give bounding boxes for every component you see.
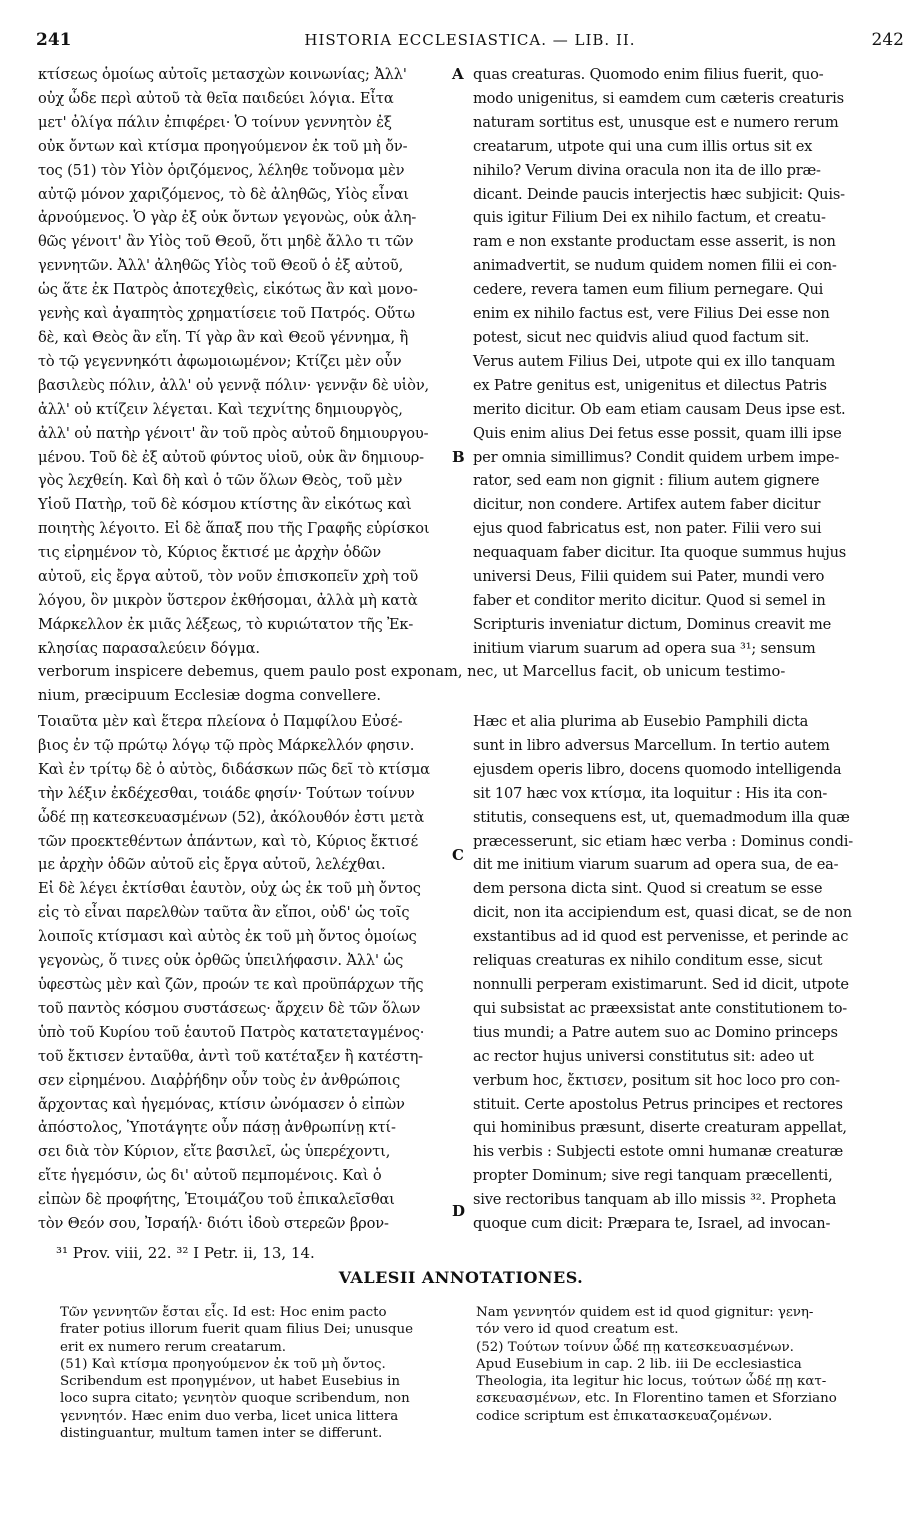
footnotes: ³¹ Prov. viii, 22. ³² I Petr. ii, 13, 14. xyxy=(56,1244,315,1262)
text-line: οὐχ ὧδε περὶ αὐτοῦ τὰ θεῖα παιδεύει λόγια. Εἶτα xyxy=(38,89,394,107)
text-line: ἄρχοντας καὶ ἡγεμόνας, κτίσιν ὠνόμασεν ὁ εἰπὼν xyxy=(38,1095,405,1113)
text-line: qui subsistat ac præexsistat ante constitutionem to- xyxy=(473,999,848,1017)
text-line: tius mundi; a Patre autem suo ac Domino princeps xyxy=(473,1023,838,1041)
text-line: dit me initium viarum suarum ad opera sua, de ea- xyxy=(473,856,839,874)
text-line: αὐτοῦ, εἰς ἔργα αὐτοῦ, τὸν νοῦν ἐπισκοπεῖν χρὴ τοῦ xyxy=(38,568,419,586)
text-line: faber et conditor merito dicitur. Quod si semel in xyxy=(473,591,826,609)
text-line: γεννητόν. Hæc enim duo verba, licet unica littera xyxy=(60,1408,399,1424)
text-line: modo unigenitus, si eamdem cum cæteris creaturis xyxy=(473,89,844,107)
text-line: enim ex nihilo factus est, vere Filius Dei esse non xyxy=(473,305,830,323)
text-line: Scripturis inveniatur dictum, Dominus creavit me xyxy=(473,615,832,633)
latin-column-bottom xyxy=(473,710,853,1236)
text-line: dem persona dicta sint. Quod si creatum se esse xyxy=(473,880,823,898)
text-line: λόγου, ὃν μικρὸν ὕστερον ἐκθήσομαι, ἀλλὰ μὴ κατὰ xyxy=(38,591,418,609)
text-line: Τοιαῦτα μὲν καὶ ἕτερα πλείονα ὁ Παμφίλου Εὐσέ- xyxy=(38,713,403,730)
text-line: μένου. Τοῦ δὲ ἐξ αὐτοῦ φύντος υἱοῦ, οὐκ ἂν δημιουρ- xyxy=(38,448,424,466)
text-line: Τῶν γεννητῶν ἔσται εἷς. Id est: Hoc enim pacto xyxy=(60,1305,387,1320)
margin-marker-b: B xyxy=(452,448,465,466)
text-line: creatarum, utpote qui una cum illis ortus sit ex xyxy=(473,137,813,155)
text-line: μετ' ὀλίγα πάλιν ἐπιφέρει· Ὁ τοίνυν γεννητὸν ἐξ xyxy=(38,113,392,131)
text-line: Εἰ δὲ λέγει ἐκτίσθαι ἑαυτὸν, οὐχ ὡς ἐκ τοῦ μὴ ὄντος xyxy=(38,880,421,898)
text-line: εἰπὼν δὲ προφήτης, Ἑτοιμάζου τοῦ ἐπικαλεῖσθαι xyxy=(38,1191,395,1209)
text-line: εἴτε ἡγεμόσιν, ὡς δι' αὐτοῦ πεμπομένοις. Καὶ ὁ xyxy=(38,1167,382,1185)
annotations-left-column xyxy=(60,1304,413,1442)
text-line: exstantibus ad id quod est pervenisse, et perinde ac xyxy=(473,928,849,946)
text-line: Υἱοῦ Πατὴρ, τοῦ δὲ κόσμου κτίστης ἂν εἰκότως καὶ xyxy=(38,496,412,514)
text-line: λοιποῖς κτίσμασι καὶ αὐτὸς ἐκ τοῦ μὴ ὄντος ὁμοίως xyxy=(38,928,417,946)
text-line: ex Patre genitus est, unigenitus et dilectus Patris xyxy=(473,376,827,394)
left-page-number: 241 xyxy=(36,30,72,50)
text-line: stitutis, consequens est, ut, quemadmodum illa quæ xyxy=(473,808,850,826)
text-line: γὸς λεχθείη. Καὶ δὴ καὶ ὁ τῶν ὅλων Θεὸς, τοῦ μὲν xyxy=(38,472,403,490)
text-line: sive rectoribus tanquam ab illo missis ³². Propheta xyxy=(473,1191,837,1209)
text-line: με ἀρχὴν ὁδῶν αὐτοῦ εἰς ἔργα αὐτοῦ, λελέχθαι. xyxy=(38,856,386,874)
text-line: εσκευασμένων, etc. In Florentino tamen et Sforziano xyxy=(476,1391,837,1407)
text-line: σει διὰ τὸν Κύριον, εἴτε βασιλεῖ, ὡς ὑπερέχοντι, xyxy=(38,1143,391,1161)
text-line: σεν εἰρημένου. Διαῤῥήδην οὖν τοὺς ἐν ἀνθρώποις xyxy=(38,1071,400,1089)
text-line: quoque cum dicit: Præpara te, Israel, ad invocan- xyxy=(473,1215,831,1233)
text-line: propter Dominum; sive regi tanquam præcellenti, xyxy=(473,1167,833,1185)
text-line: ποιητὴς λέγοιτο. Εἰ δὲ ἅπαξ που τῆς Γραφῆς εὑρίσκοι xyxy=(38,520,430,538)
text-line: per omnia simillimus? Condit quidem urbem impe- xyxy=(473,448,840,466)
text-line: τὸ τῷ γεγεννηκότι ἀφωμοιωμένον; Κτίζει μὲν οὖν xyxy=(38,352,402,370)
text-line: animadvertit, se nudum quidem nomen filii ei con- xyxy=(473,257,837,275)
text-line: βιος ἐν τῷ πρώτῳ λόγῳ τῷ πρὸς Μάρκελλόν φησιν. xyxy=(38,736,415,754)
text-line: τὸν Θεόν σου, Ἰσραήλ· διότι ἰδοὺ στερεῶν βρον- xyxy=(38,1215,389,1233)
annotations-title: VALESII ANNOTATIONES. xyxy=(338,1268,584,1287)
text-line: ἀρνούμενος. Ὁ γὰρ ἐξ οὐκ ὄντων γεγονὼς, οὐκ ἀλη- xyxy=(38,209,417,227)
text-line: codice scriptum est ἐπικατασκευαζομένων. xyxy=(476,1408,773,1424)
text-line: ὑπὸ τοῦ Κυρίου τοῦ ἑαυτοῦ Πατρὸς κατατεταγμένος· xyxy=(38,1023,425,1041)
text-line: τῶν προεκτεθέντων ἁπάντων, καὶ τὸ, Κύριος ἔκτισέ xyxy=(38,832,418,850)
text-line: ram e non exstante productam esse asserit, is non xyxy=(473,233,836,251)
text-line: frater potius illorum fuerit quam filius Dei; unusque xyxy=(60,1322,414,1338)
running-title: HISTORIA ECCLESIASTICA. — LIB. II. xyxy=(304,31,636,49)
text-line: verbum hoc, ἔκτισεν, positum sit hoc loco pro con- xyxy=(473,1071,840,1089)
margin-marker-d: D xyxy=(452,1202,466,1220)
text-line: erit ex numero rerum creatarum. xyxy=(60,1339,287,1355)
text-line: Verus autem Filius Dei, utpote qui ex illo tanquam xyxy=(473,352,836,370)
text-line: (51) Καὶ κτίσμα προηγούμενον ἐκ τοῦ μὴ ὄντος. xyxy=(60,1356,386,1372)
text-line: ἀλλ' οὐ κτίζειν λέγεται. Καὶ τεχνίτης δημιουργὸς, xyxy=(38,400,403,418)
greek-column-bottom xyxy=(38,710,430,1236)
text-line: ejus quod fabricatus est, non pater. Filii vero sui xyxy=(473,520,822,538)
text-line: ἀπόστολος, Ὑποτάγητε οὖν πάσῃ ἀνθρωπίνῃ κτί- xyxy=(38,1119,396,1137)
text-line: οὐκ ὄντων καὶ κτίσμα προηγούμενον ἐκ τοῦ μὴ ὄν- xyxy=(38,137,408,155)
text-line: Hæc et alia plurima ab Eusebio Pamphili dicta xyxy=(473,713,809,730)
text-line: δὲ, καὶ Θεὸς ἂν εἴη. Τί γὰρ ἂν καὶ Θεοῦ γέννημα, ἢ xyxy=(38,328,409,346)
text-line: qui hominibus præsunt, diserte creaturam appellat, xyxy=(473,1119,847,1137)
text-line: distinguantur, multum tamen inter se differunt. xyxy=(60,1426,383,1442)
text-line: αὐτῷ μόνον χαριζόμενος, τὸ δὲ ἀληθῶς, Υἱὸς εἶναι xyxy=(38,185,409,203)
full-width-line: verborum inspicere debemus, quem paulo post exponam, nec, ut Marcellus facit, ob unicum testimo- xyxy=(38,663,786,680)
text-line: sunt in libro adversus Marcellum. In tertio autem xyxy=(473,736,830,754)
text-line: rator, sed eam non gignit : filium autem gignere xyxy=(473,472,820,490)
text-line: κλησίας παρασαλεύειν δόγμα. xyxy=(38,639,260,657)
text-line: τοῦ παντὸς κόσμου συστάσεως· ἄρχειν δὲ τῶν ὅλων xyxy=(38,999,421,1017)
text-line: γεγονὼς, ὅ τινες οὐκ ὀρθῶς ὑπειλήφασιν. Ἀλλ' ὡς xyxy=(38,952,404,970)
right-page-number: 242 xyxy=(871,30,904,50)
text-line: Nam γεννητόν quidem est id quod gignitur: γενη- xyxy=(476,1305,814,1320)
text-line: ejusdem operis libro, docens quomodo intelligenda xyxy=(473,760,842,778)
text-line: dicant. Deinde paucis interjectis hæc subjicit: Quis- xyxy=(473,185,845,203)
text-line: ac rector hujus universi constitutus sit: adeo ut xyxy=(473,1047,814,1065)
text-line: Καὶ ἐν τρίτῳ δὲ ὁ αὐτὸς, διδάσκων πῶς δεῖ τὸ κτίσμα xyxy=(38,760,430,778)
text-line: dicitur, non condere. Artifex autem faber dicitur xyxy=(473,496,821,514)
text-line: Quis enim alius Dei fetus esse possit, quam illi ipse xyxy=(473,424,842,442)
running-header xyxy=(36,30,904,56)
text-line: κτίσεως ὁμοίως αὐτοῖς μετασχὼν κοινωνίας; Ἀλλ' xyxy=(38,66,407,83)
text-line: merito dicitur. Ob eam etiam causam Deus ipse est. xyxy=(473,400,846,418)
text-line: ὡς ἅτε ἐκ Πατρὸς ἀποτεχθεὶς, εἰκότως ἂν καὶ μονο- xyxy=(38,281,418,299)
text-line: εἰς τὸ εἶναι παρελθὼν ταῦτα ἂν εἴποι, οὐδ' ὡς τοῖς xyxy=(38,904,410,922)
text-line: ὧδέ πῃ κατεσκευασμένων (52), ἀκόλουθόν ἐστι μετὰ xyxy=(38,808,425,826)
text-line: nihilo? Verum divina oracula non ita de illo præ- xyxy=(473,161,821,179)
text-line: sit 107 hæc vox κτίσμα, ita loquitur : His ita con- xyxy=(473,784,828,802)
text-line: quas creaturas. Quomodo enim filius fuerit, quo- xyxy=(473,66,824,83)
text-line: τις εἰρημένον τὸ, Κύριος ἔκτισέ με ἀρχὴν ὁδῶν xyxy=(38,544,381,562)
annotations-right-column xyxy=(476,1304,837,1425)
text-line: τος (51) τὸν Υἱὸν ὁριζόμενος, λέληθε τοὔνομα μὲν xyxy=(38,161,405,179)
text-line: his verbis : Subjecti estote omni humanæ creaturæ xyxy=(473,1143,843,1161)
text-line: ὑφεστὼς μὲν καὶ ζῶν, προών τε καὶ προϋπάρχων τῆς xyxy=(38,975,424,993)
text-line: (52) Τούτων τοίνυν ὧδέ πῃ κατεσκευασμένων. xyxy=(476,1339,794,1355)
text-line: Μάρκελλον ἐκ μιᾶς λέξεως, τὸ κυριώτατον τῆς Ἐκ- xyxy=(38,615,414,633)
text-line: præcesserunt, sic etiam hæc verba : Dominus condi- xyxy=(473,832,853,850)
text-line: reliquas creaturas ex nihilo conditum esse, sicut xyxy=(473,952,823,970)
text-line: τὴν λέξιν ἐκδέχεσθαι, τοιάδε φησίν· Τούτων τοίνυν xyxy=(38,784,415,802)
text-line: initium viarum suarum ad opera sua ³¹; sensum xyxy=(473,639,816,657)
text-line: βασιλεὺς πόλιν, ἀλλ' οὐ γεννᾷ πόλιν· γεννᾷν δὲ υἱὸν, xyxy=(38,376,430,394)
text-line: universi Deus, Filii quidem sui Pater, mundi vero xyxy=(473,568,825,586)
text-line: potest, sicut nec quidvis aliud quod factum sit. xyxy=(473,328,810,346)
text-line: nequaquam faber dicitur. Ita quoque summus hujus xyxy=(473,544,847,562)
margin-marker-a: A xyxy=(452,65,464,83)
text-line: cedere, revera tamen eum filium pernegare. Qui xyxy=(473,281,824,299)
text-line: Theologia, ita legitur hic locus, τούτων ὧδέ πῃ κατ- xyxy=(476,1374,827,1390)
text-line: γεννητῶν. Ἀλλ' ἀληθῶς Υἱὸς τοῦ Θεοῦ ὁ ἐξ αὐτοῦ, xyxy=(38,257,404,275)
text-line: loco supra citato; γενητὸν quoque scribendum, non xyxy=(60,1391,410,1407)
text-line: τόν vero id quod creatum est. xyxy=(476,1322,679,1338)
text-line: τοῦ ἔκτισεν ἐνταῦθα, ἀντὶ τοῦ κατέταξεν ἢ κατέστη- xyxy=(38,1047,423,1065)
text-line: γενὴς καὶ ἀγαπητὸς χρηματίσειε τοῦ Πατρός. Οὕτω xyxy=(38,305,415,323)
text-line: θῶς γένοιτ' ἂν Υἱὸς τοῦ Θεοῦ, ὅτι μηδὲ ἄλλο τι τῶν xyxy=(38,233,414,251)
text-line: Scribendum est προηγμένον, ut habet Eusebius in xyxy=(60,1374,401,1390)
text-line: naturam sortitus est, unusque est e numero rerum xyxy=(473,113,839,131)
margin-marker-c: C xyxy=(452,846,464,864)
text-line: stituit. Certe apostolus Petrus principes et rectores xyxy=(473,1095,843,1113)
text-line: ἀλλ' οὐ πατὴρ γένοιτ' ἂν τοῦ πρὸς αὐτοῦ δημιουργου- xyxy=(38,424,429,442)
latin-column-top xyxy=(473,63,846,661)
greek-column-top xyxy=(38,63,429,661)
text-line: dicit, non ita accipiendum est, quasi dicat, se de non xyxy=(473,904,852,922)
text-line: nonnulli perperam existimarunt. Sed id dicit, utpote xyxy=(473,975,849,993)
full-width-line: nium, præcipuum Ecclesiæ dogma convellere. xyxy=(38,687,382,704)
text-line: Apud Eusebium in cap. 2 lib. iii De ecclesiastica xyxy=(476,1356,802,1372)
text-line: quis igitur Filium Dei ex nihilo factum, et creatu- xyxy=(473,209,826,227)
